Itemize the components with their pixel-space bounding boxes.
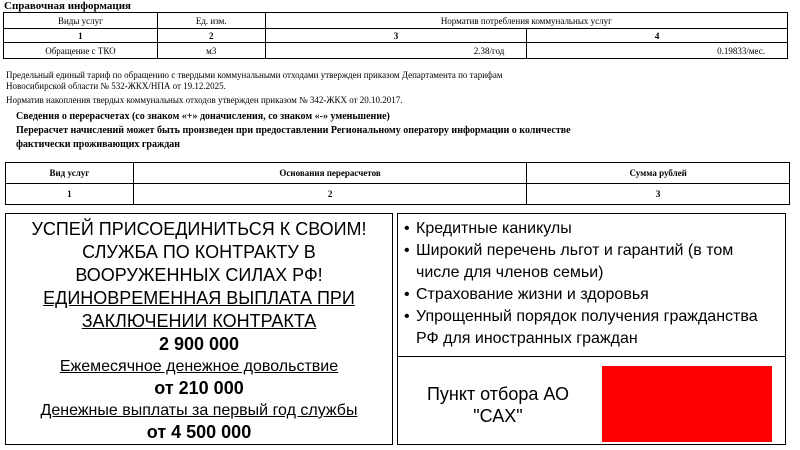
col-header-unit: Ед. изм. xyxy=(157,13,265,29)
col-header-service: Виды услуг xyxy=(4,13,158,29)
col-header-norm: Норматив потребления коммунальных услуг xyxy=(265,13,787,29)
benefit-text: Кредитные каникулы xyxy=(416,220,572,237)
norm-note: Норматив накопления твердых коммунальных отходов утвержден приказом № 342-ЖКХ от 20.10.2017. xyxy=(6,95,403,105)
benefit-text: Широкий перечень льгот и гарантий (в том числе для членов семьи) xyxy=(416,242,734,281)
col-number: 1 xyxy=(6,184,134,205)
col-header-service: Вид услуг xyxy=(6,163,134,184)
tariff-note-line: Предельный единый тариф по обращению с твердыми коммунальными отходами утвержден приказом Департамента по тарифам xyxy=(6,70,503,80)
ad-headline: ВООРУЖЕННЫХ СИЛАХ РФ! xyxy=(75,265,323,285)
col-number: 3 xyxy=(527,184,790,205)
benefit-text: Страхование жизни и здоровья xyxy=(416,286,649,303)
ad-monthly-title: Ежемесячное денежное довольствие xyxy=(59,358,339,375)
bullet-icon: • xyxy=(404,308,410,325)
benefits-list xyxy=(397,213,786,357)
col-number: 2 xyxy=(133,184,527,205)
red-block xyxy=(602,366,772,442)
recalc-heading: Сведения о перерасчетах (со знаком «+» доначисления, со знаком «-» уменьшение) xyxy=(16,111,390,122)
unit-cell: м3 xyxy=(157,43,265,59)
col-header-basis: Основания перерасчетов xyxy=(133,163,527,184)
list-item xyxy=(404,240,779,284)
bullet-icon: • xyxy=(404,242,410,259)
recalc-text-line: Перерасчет начислений может быть произведен при предоставлении Региональному оператору информации о количестве xyxy=(16,125,571,136)
reference-table xyxy=(3,12,788,59)
col-number: 3 xyxy=(265,29,527,43)
collection-point-line: "САХ" xyxy=(473,406,523,426)
ad-payment-amount: 2 900 000 xyxy=(158,334,240,354)
ad-payment-title: ЗАКЛЮЧЕНИИ КОНТРАКТА xyxy=(81,311,317,331)
tariff-note xyxy=(6,70,686,92)
list-item xyxy=(404,218,779,240)
recruitment-ad xyxy=(5,213,393,445)
norm-month-cell: 0.19833/мес. xyxy=(527,43,788,59)
collection-point-box xyxy=(397,356,786,445)
recalc-text-line: фактически проживающих граждан xyxy=(16,139,181,150)
recalc-text xyxy=(16,124,776,152)
col-number: 1 xyxy=(4,29,158,43)
tariff-note-line: Новосибирской области № 532-ЖКХ/НПА от 19.12.2025. xyxy=(6,81,226,91)
bullet-icon: • xyxy=(404,286,410,303)
table-row xyxy=(4,43,788,59)
col-number: 2 xyxy=(157,29,265,43)
col-number: 4 xyxy=(527,29,788,43)
benefit-text: Упрощенный порядок получения гражданства РФ для иностранных граждан xyxy=(416,308,758,347)
bullet-icon: • xyxy=(404,220,410,237)
col-header-sum: Сумма рублей xyxy=(527,163,790,184)
ad-headline: УСПЕЙ ПРИСОЕДИНИТЬСЯ К СВОИМ! xyxy=(31,219,367,239)
service-name-cell: Обращение с ТКО xyxy=(4,43,158,59)
recalc-table xyxy=(5,162,790,205)
list-item xyxy=(404,306,779,350)
reference-heading: Справочная информация xyxy=(4,0,132,12)
ad-headline: СЛУЖБА ПО КОНТРАКТУ В xyxy=(82,242,316,262)
collection-point-label xyxy=(408,383,588,427)
ad-first-year-title: Денежные выплаты за первый год службы xyxy=(40,402,358,419)
ad-first-year-amount: от 4 500 000 xyxy=(146,422,252,442)
collection-point-line: Пункт отбора АО xyxy=(426,384,569,404)
ad-monthly-amount: от 210 000 xyxy=(154,378,244,398)
list-item xyxy=(404,284,779,306)
ad-payment-title: ЕДИНОВРЕМЕННАЯ ВЫПЛАТА ПРИ xyxy=(43,288,355,308)
norm-year-cell: 2.38/год xyxy=(265,43,527,59)
